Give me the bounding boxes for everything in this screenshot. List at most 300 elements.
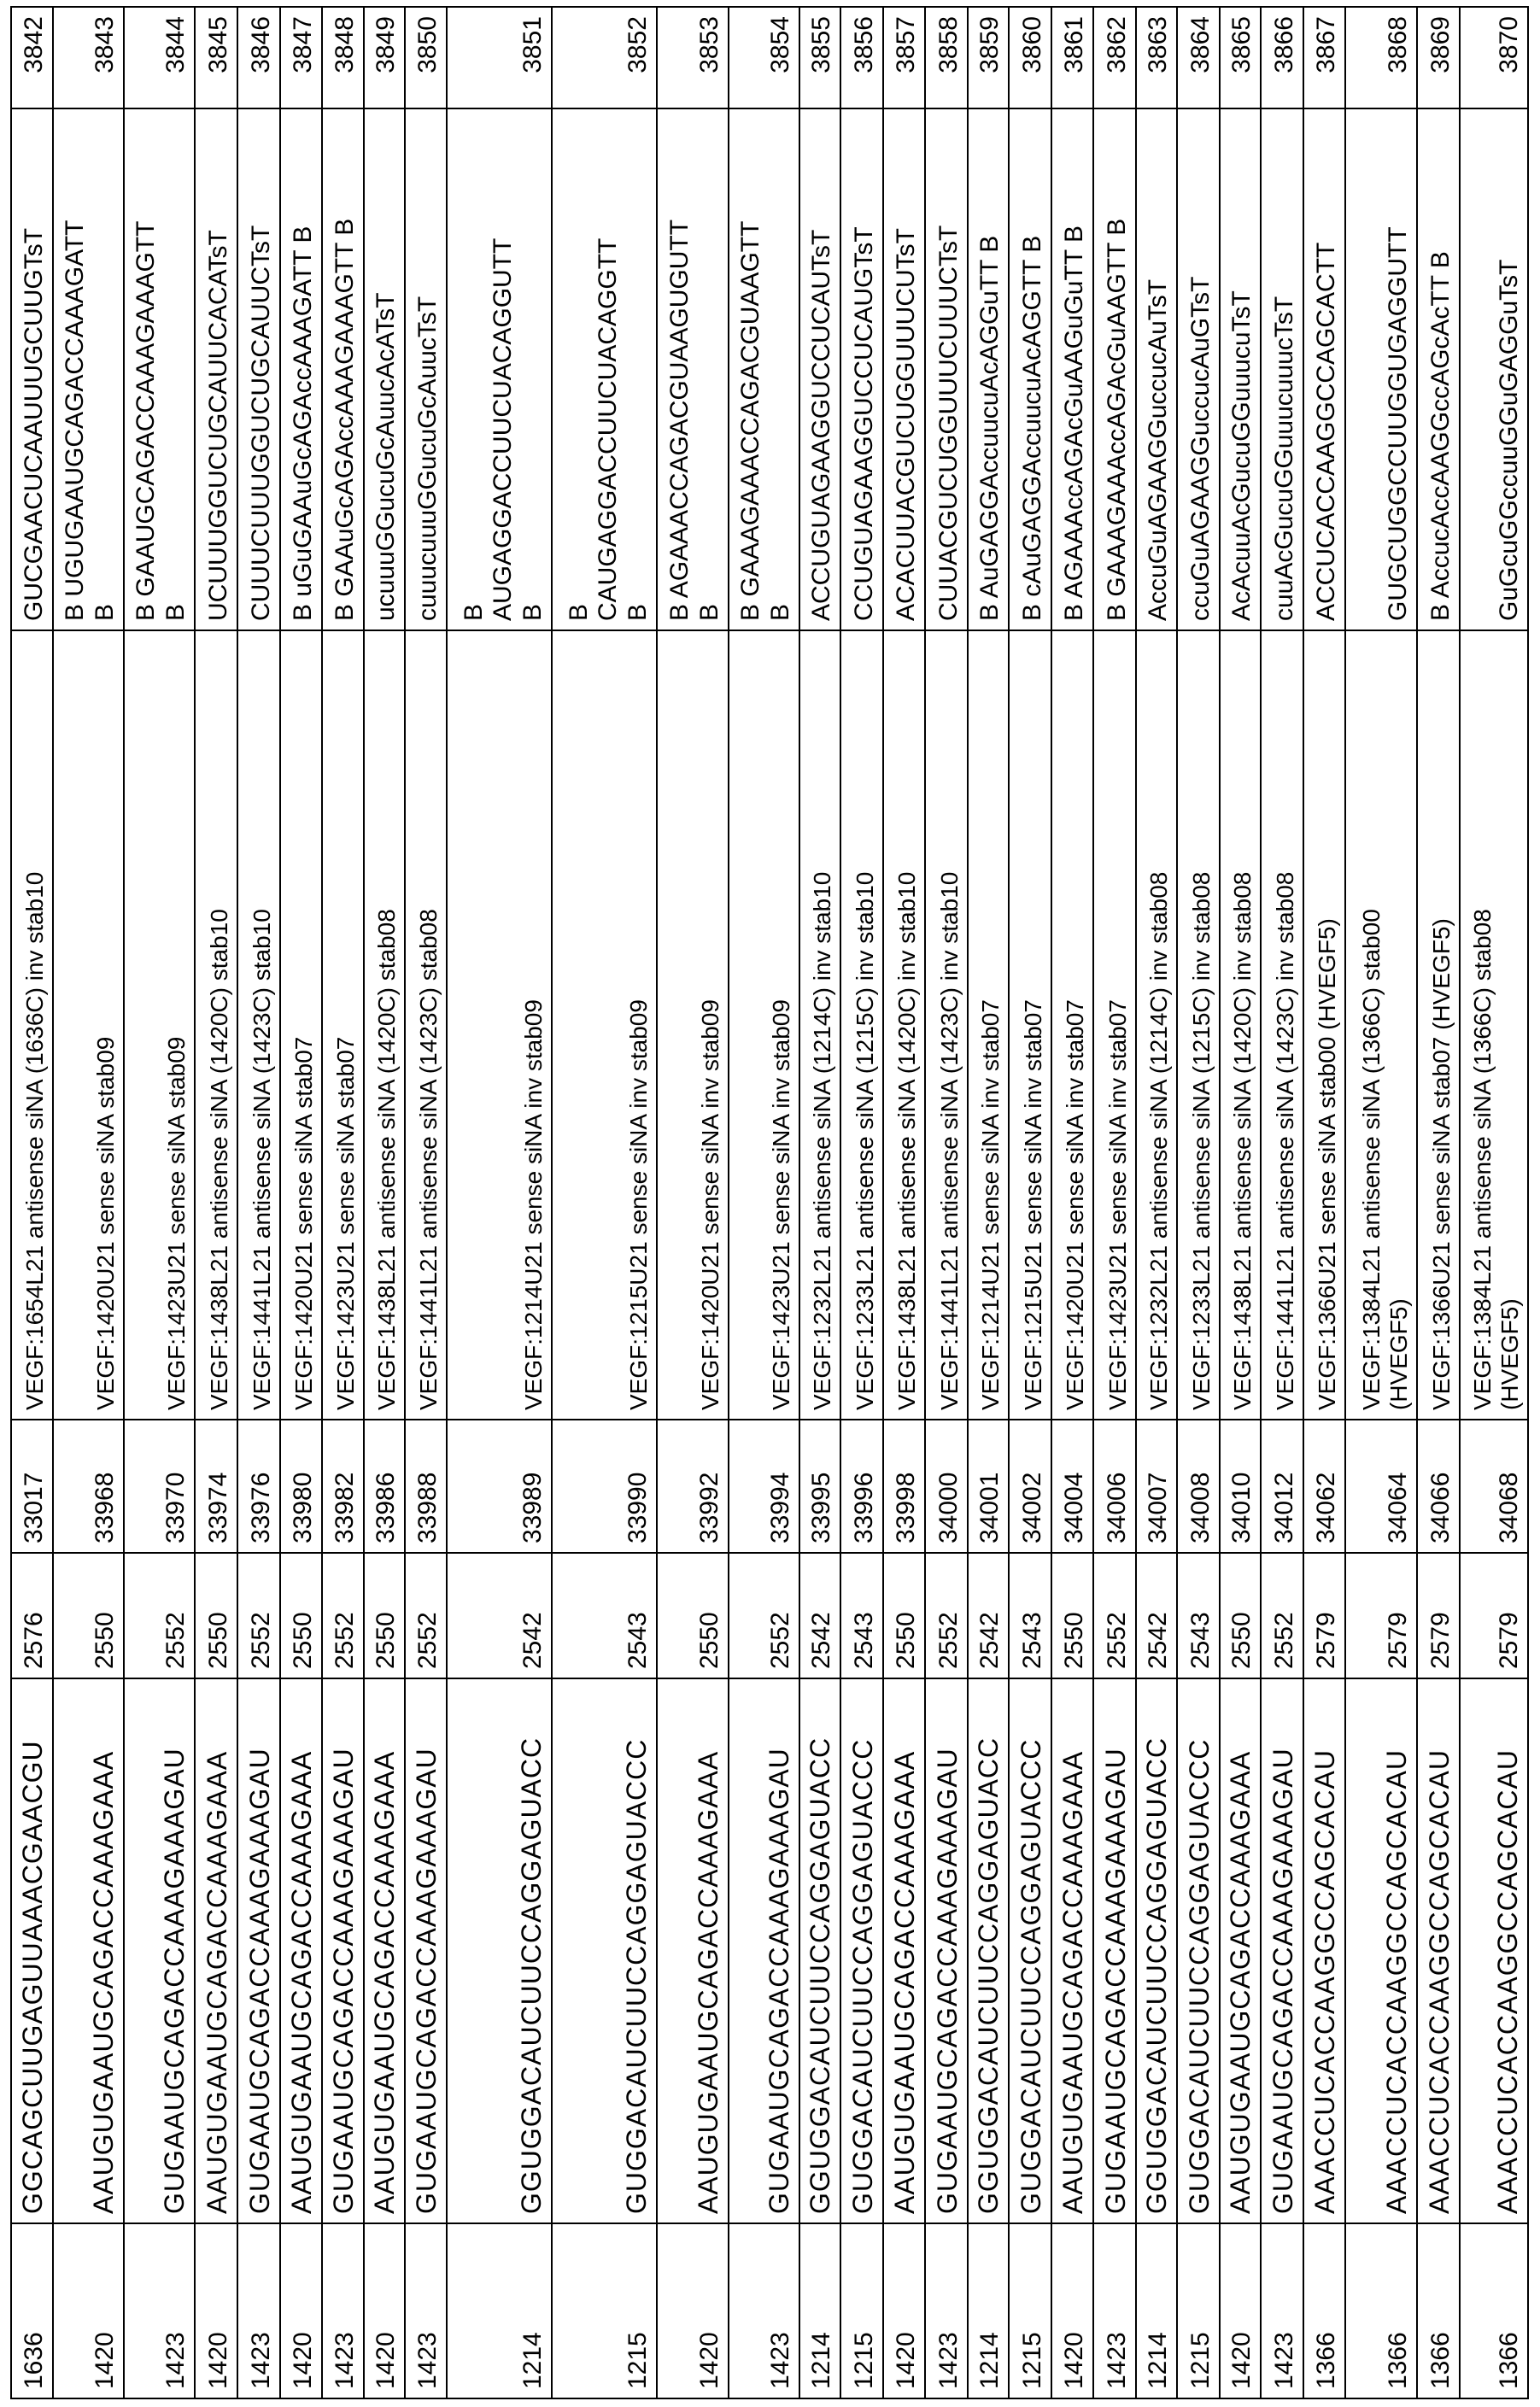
sina-sequence-line: ACACUUACGUCUGGUUUCUTsT — [892, 118, 922, 621]
alias-line: VEGF:1233L21 antisense siNA (1215C) inv stab10 — [852, 640, 879, 1410]
sina-sequence-cell — [1261, 108, 1303, 630]
alias-line: VEGF:1423U21 sense siNA inv stab09 — [768, 640, 795, 1410]
sina-sequence-line: CUUUCUUUGGUCUGCAUUCTsT — [247, 118, 277, 621]
seq-id-cell: 3852 — [552, 7, 657, 108]
sina-sequence-line: ccuGuAGAAGGuccucAuGTsT — [1186, 118, 1216, 621]
target-sequence-cell: GGUGGACAUCUUCCAGGAGUACC — [1136, 1678, 1177, 2223]
sina-sequence-line: B GAAuGcAGAccAAAGAAAGTT B — [331, 118, 360, 621]
seq-id-cell: 3843 — [53, 7, 124, 108]
alias-line: VEGF:1420U21 sense siNA stab07 — [290, 640, 318, 1410]
target-seq-id-cell: 2550 — [1220, 1553, 1261, 1678]
alias-line: VEGF:1232L21 antisense siNA (1214C) inv stab08 — [1145, 640, 1173, 1410]
seq-id-cell: 3858 — [925, 7, 968, 108]
sina-sequence-cell — [1009, 108, 1051, 630]
target-seq-id-cell: 2550 — [883, 1553, 925, 1678]
alias-cell — [1345, 630, 1417, 1420]
position-cell: 1420 — [280, 2223, 322, 2398]
table-row — [657, 7, 729, 2398]
rpi-number-cell: 34010 — [1220, 1420, 1261, 1553]
rpi-number-cell: 33974 — [195, 1420, 237, 1553]
table-row — [552, 7, 657, 2398]
rpi-number-cell: 34064 — [1345, 1420, 1417, 1553]
sina-sequence-cell — [1051, 108, 1093, 630]
rpi-number-cell: 33976 — [237, 1420, 280, 1553]
alias-line: VEGF:1441L21 antisense siNA (1423C) inv stab08 — [1272, 640, 1299, 1410]
target-sequence-cell: AAUGUGAAUGCAGACCAAAGAAA — [53, 1678, 124, 2223]
sina-sequence-line: B — [460, 118, 489, 621]
position-cell: 1215 — [552, 2223, 657, 2398]
sina-sequence-cell — [799, 108, 840, 630]
seq-id-cell: 3848 — [322, 7, 364, 108]
rpi-number-cell: 34012 — [1261, 1420, 1303, 1553]
alias-cell — [364, 630, 405, 1420]
sina-sequence-cell — [657, 108, 729, 630]
rpi-number-cell: 33986 — [364, 1420, 405, 1553]
sina-sequence-line: B GAAAGAAACCAGACGUAAGTT — [736, 118, 766, 621]
rpi-number-cell: 33017 — [11, 1420, 53, 1553]
sina-sequence-line: B — [91, 118, 120, 621]
sina-sequence-line: cuuucuuuGGucuGcAuucTsT — [413, 118, 443, 621]
table-row — [322, 7, 364, 2398]
alias-line: VEGF:1384L21 antisense siNA (1366C) stab00 — [1358, 640, 1385, 1410]
alias-cell — [925, 630, 968, 1420]
sina-sequence-cell — [840, 108, 883, 630]
sina-sequence-cell — [1460, 108, 1528, 630]
seq-id-cell: 3866 — [1261, 7, 1303, 108]
rpi-number-cell: 34007 — [1136, 1420, 1177, 1553]
target-sequence-cell: GGCAGCUUGAGUUAAACGAACGU — [11, 1678, 53, 2223]
seq-id-cell: 3861 — [1051, 7, 1093, 108]
target-seq-id-cell: 2579 — [1345, 1553, 1417, 1678]
target-seq-id-cell: 2550 — [195, 1553, 237, 1678]
target-seq-id-cell: 2550 — [280, 1553, 322, 1678]
rpi-number-cell: 33995 — [799, 1420, 840, 1553]
alias-cell — [1460, 630, 1528, 1420]
sina-sequence-cell — [237, 108, 280, 630]
alias-line: VEGF:1214U21 sense siNA inv stab07 — [977, 640, 1004, 1410]
target-seq-id-cell: 2579 — [1303, 1553, 1345, 1678]
sina-sequence-line: GUCGAACUCAAUUUGCUUGTsT — [20, 118, 50, 621]
position-cell: 1420 — [657, 2223, 729, 2398]
target-sequence-cell: GUGAAUGCAGACCAAAGAAAGAU — [124, 1678, 195, 2223]
seq-id-cell: 3864 — [1177, 7, 1220, 108]
position-cell: 1214 — [799, 2223, 840, 2398]
position-cell: 1215 — [840, 2223, 883, 2398]
alias-line: VEGF:1438L21 antisense siNA (1420C) stab08 — [373, 640, 401, 1410]
target-sequence-cell: GUGGACAUCUUCCAGGAGUACCC — [840, 1678, 883, 2223]
position-cell: 1366 — [1417, 2223, 1460, 2398]
target-seq-id-cell: 2579 — [1417, 1553, 1460, 1678]
rpi-number-cell: 33980 — [280, 1420, 322, 1553]
target-sequence-cell: GUGAAUGCAGACCAAAGAAAGAU — [237, 1678, 280, 2223]
seq-id-cell: 3863 — [1136, 7, 1177, 108]
position-cell: 1215 — [1009, 2223, 1051, 2398]
position-cell: 1423 — [1093, 2223, 1136, 2398]
table-body — [11, 7, 1528, 2398]
sina-sequence-line: B — [766, 118, 796, 621]
target-sequence-cell: GUGGACAUCUUCCAGGAGUACCC — [552, 1678, 657, 2223]
seq-id-cell: 3846 — [237, 7, 280, 108]
target-seq-id-cell: 2550 — [53, 1553, 124, 1678]
seq-id-cell: 3867 — [1303, 7, 1345, 108]
table-row — [11, 7, 53, 2398]
target-sequence-cell: AAUGUGAAUGCAGACCAAAGAAA — [1051, 1678, 1093, 2223]
target-sequence-cell: GGUGGACAUCUUCCAGGAGUACC — [447, 1678, 552, 2223]
table-row — [364, 7, 405, 2398]
sina-sequence-cell — [11, 108, 53, 630]
target-seq-id-cell: 2543 — [1177, 1553, 1220, 1678]
sina-sequence-cell — [280, 108, 322, 630]
alias-cell — [447, 630, 552, 1420]
alias-cell — [1417, 630, 1460, 1420]
position-cell: 1214 — [447, 2223, 552, 2398]
target-sequence-cell: AAUGUGAAUGCAGACCAAAGAAA — [883, 1678, 925, 2223]
sina-sequence-cell — [1093, 108, 1136, 630]
alias-cell — [1177, 630, 1220, 1420]
table-row — [1460, 7, 1528, 2398]
rpi-number-cell: 33988 — [405, 1420, 447, 1553]
table-row — [195, 7, 237, 2398]
seq-id-cell: 3854 — [729, 7, 799, 108]
seq-id-cell: 3851 — [447, 7, 552, 108]
sina-sequence-cell — [729, 108, 799, 630]
sina-sequence-cell — [364, 108, 405, 630]
position-cell: 1423 — [405, 2223, 447, 2398]
sina-sequence-cell — [1136, 108, 1177, 630]
sina-sequence-line: B uGuGAAuGcAGAccAAAGATT B — [289, 118, 319, 621]
target-seq-id-cell: 2552 — [1261, 1553, 1303, 1678]
target-sequence-cell: AAUGUGAAUGCAGACCAAAGAAA — [195, 1678, 237, 2223]
table-row — [925, 7, 968, 2398]
target-sequence-cell: AAUGUGAAUGCAGACCAAAGAAA — [364, 1678, 405, 2223]
sina-sequence-line: AUGAGGACCUUCUACAGGUTT — [489, 118, 518, 621]
seq-id-cell: 3859 — [968, 7, 1009, 108]
rpi-number-cell: 34004 — [1051, 1420, 1093, 1553]
alias-cell — [1303, 630, 1345, 1420]
alias-cell — [322, 630, 364, 1420]
target-seq-id-cell: 2542 — [447, 1553, 552, 1678]
position-cell: 1214 — [968, 2223, 1009, 2398]
sina-sequence-line: B AGAAACCAGACGUAAGUGUTT — [665, 118, 695, 621]
target-sequence-cell: GUGAAUGCAGACCAAAGAAAGAU — [925, 1678, 968, 2223]
position-cell: 1423 — [1261, 2223, 1303, 2398]
alias-cell — [53, 630, 124, 1420]
target-seq-id-cell: 2552 — [1093, 1553, 1136, 1678]
alias-cell — [840, 630, 883, 1420]
alias-line: VEGF:1215U21 sense siNA inv stab07 — [1020, 640, 1047, 1410]
sina-sequence-cell — [1345, 108, 1417, 630]
table-row — [1009, 7, 1051, 2398]
alias-line: VEGF:1441L21 antisense siNA (1423C) stab08 — [415, 640, 442, 1410]
alias-cell — [552, 630, 657, 1420]
sina-sequence-line: B GAAAGAAAccAGAcGuAAGTT B — [1103, 118, 1133, 621]
alias-cell — [883, 630, 925, 1420]
target-seq-id-cell: 2542 — [968, 1553, 1009, 1678]
target-sequence-cell: GUGAAUGCAGACCAAAGAAAGAU — [322, 1678, 364, 2223]
alias-line: VEGF:1214U21 sense siNA inv stab09 — [520, 640, 547, 1410]
target-sequence-cell: AAACCUCACCAAGGCCAGCACAU — [1460, 1678, 1528, 2223]
target-seq-id-cell: 2552 — [405, 1553, 447, 1678]
table-row — [799, 7, 840, 2398]
alias-line: (HVEGF5) — [1385, 640, 1413, 1410]
rpi-number-cell: 34002 — [1009, 1420, 1051, 1553]
position-cell: 1215 — [1177, 2223, 1220, 2398]
alias-line: VEGF:1384L21 antisense siNA (1366C) stab08 — [1469, 640, 1496, 1410]
position-cell: 1366 — [1345, 2223, 1417, 2398]
position-cell: 1366 — [1460, 2223, 1528, 2398]
sina-sequence-line: UCUUUGGUCUGCAUUCACATsT — [204, 118, 234, 621]
table-row — [1220, 7, 1261, 2398]
target-sequence-cell: GUGAAUGCAGACCAAAGAAAGAU — [729, 1678, 799, 2223]
target-seq-id-cell: 2542 — [1136, 1553, 1177, 1678]
sina-sequence-line: B — [695, 118, 725, 621]
sina-sequence-line: CUUACGUCUGGUUUCUUUCTsT — [934, 118, 964, 621]
alias-cell — [657, 630, 729, 1420]
sina-sequence-line: ACCUCACCAAGGCCAGCACTT — [1312, 118, 1342, 621]
alias-line: VEGF:1420U21 sense siNA inv stab09 — [697, 640, 724, 1410]
target-seq-id-cell: 2552 — [237, 1553, 280, 1678]
sina-sequence-line: B — [565, 118, 594, 621]
alias-line: VEGF:1423U21 sense siNA stab09 — [163, 640, 190, 1410]
target-seq-id-cell: 2576 — [11, 1553, 53, 1678]
table-row — [124, 7, 195, 2398]
seq-id-cell: 3845 — [195, 7, 237, 108]
rotated-page — [10, 8, 1527, 2399]
alias-line: VEGF:1420U21 sense siNA stab09 — [92, 640, 120, 1410]
table-row — [1136, 7, 1177, 2398]
sina-sequence-line: B AccucAccAAGGccAGcAcTT B — [1426, 118, 1456, 621]
target-seq-id-cell: 2552 — [925, 1553, 968, 1678]
sina-sequence-cell — [1177, 108, 1220, 630]
table-row — [447, 7, 552, 2398]
rpi-number-cell: 34000 — [925, 1420, 968, 1553]
alias-line: VEGF:1441L21 antisense siNA (1423C) stab10 — [249, 640, 276, 1410]
position-cell: 1636 — [11, 2223, 53, 2398]
position-cell: 1420 — [1220, 2223, 1261, 2398]
table-row — [280, 7, 322, 2398]
target-sequence-cell: AAACCUCACCAAGGCCAGCACAU — [1345, 1678, 1417, 2223]
sina-sequence-line: B UGUGAAUGCAGACCAAAGATT — [61, 118, 91, 621]
alias-cell — [729, 630, 799, 1420]
target-sequence-cell: AAUGUGAAUGCAGACCAAAGAAA — [1220, 1678, 1261, 2223]
alias-line: (HVEGF5) — [1496, 640, 1524, 1410]
rpi-number-cell: 33998 — [883, 1420, 925, 1553]
rpi-number-cell: 33990 — [552, 1420, 657, 1553]
alias-line: VEGF:1366U21 sense siNA stab00 (HVEGF5) — [1314, 640, 1341, 1410]
seq-id-cell: 3869 — [1417, 7, 1460, 108]
seq-id-cell: 3868 — [1345, 7, 1417, 108]
table-row — [729, 7, 799, 2398]
target-sequence-cell: AAACCUCACCAAGGCCAGCACAU — [1417, 1678, 1460, 2223]
target-seq-id-cell: 2543 — [552, 1553, 657, 1678]
rpi-number-cell: 33992 — [657, 1420, 729, 1553]
alias-cell — [237, 630, 280, 1420]
alias-line: VEGF:1438L21 antisense siNA (1420C) inv stab08 — [1229, 640, 1256, 1410]
alias-cell — [11, 630, 53, 1420]
sina-sequence-line: ucuuuGGucuGcAuucAcATsT — [372, 118, 401, 621]
rpi-number-cell: 34066 — [1417, 1420, 1460, 1553]
seq-id-cell: 3865 — [1220, 7, 1261, 108]
sina-sequence-line: AcAcuuAcGucuGGuuucuTsT — [1227, 118, 1257, 621]
alias-cell — [405, 630, 447, 1420]
position-cell: 1423 — [322, 2223, 364, 2398]
alias-cell — [195, 630, 237, 1420]
rpi-number-cell: 33989 — [447, 1420, 552, 1553]
target-seq-id-cell: 2552 — [124, 1553, 195, 1678]
rpi-number-cell: 33968 — [53, 1420, 124, 1553]
seq-id-cell: 3847 — [280, 7, 322, 108]
sina-sequence-line: cuuAcGucuGGuuucuuucTsT — [1270, 118, 1300, 621]
sina-sequence-line: B AuGAGGAccuucuAcAGGuTT B — [975, 118, 1005, 621]
sina-sequence-line: CCUGUAGAAGGUCCUCAUGTsT — [850, 118, 880, 621]
table-row — [1093, 7, 1136, 2398]
rpi-number-cell: 34068 — [1460, 1420, 1528, 1553]
alias-line: VEGF:1232L21 antisense siNA (1214C) inv stab10 — [809, 640, 836, 1410]
target-seq-id-cell: 2552 — [322, 1553, 364, 1678]
sina-sequence-cell — [1417, 108, 1460, 630]
position-cell: 1423 — [925, 2223, 968, 2398]
sina-sequence-cell — [322, 108, 364, 630]
seq-id-cell: 3862 — [1093, 7, 1136, 108]
sina-sequence-table — [10, 6, 1529, 2399]
position-cell: 1420 — [883, 2223, 925, 2398]
position-cell: 1214 — [1136, 2223, 1177, 2398]
sina-sequence-line: B — [161, 118, 191, 621]
alias-cell — [1261, 630, 1303, 1420]
seq-id-cell: 3860 — [1009, 7, 1051, 108]
alias-line: VEGF:1438L21 antisense siNA (1420C) inv stab10 — [893, 640, 921, 1410]
rpi-number-cell: 34006 — [1093, 1420, 1136, 1553]
position-cell: 1423 — [729, 2223, 799, 2398]
seq-id-cell: 3856 — [840, 7, 883, 108]
table-row — [968, 7, 1009, 2398]
sina-sequence-cell — [447, 108, 552, 630]
rpi-number-cell: 34008 — [1177, 1420, 1220, 1553]
seq-id-cell: 3870 — [1460, 7, 1528, 108]
sina-sequence-cell — [1220, 108, 1261, 630]
seq-id-cell: 3850 — [405, 7, 447, 108]
rpi-number-cell: 33970 — [124, 1420, 195, 1553]
alias-cell — [1220, 630, 1261, 1420]
sina-sequence-cell — [124, 108, 195, 630]
rpi-number-cell: 34062 — [1303, 1420, 1345, 1553]
alias-line: VEGF:1423U21 sense siNA inv stab07 — [1104, 640, 1132, 1410]
alias-line: VEGF:1423U21 sense siNA stab07 — [332, 640, 360, 1410]
target-sequence-cell: GUGGACAUCUUCCAGGAGUACCC — [1177, 1678, 1220, 2223]
target-sequence-cell: GGUGGACAUCUUCCAGGAGUACC — [799, 1678, 840, 2223]
sina-sequence-cell — [53, 108, 124, 630]
alias-line: VEGF:1215U21 sense siNA inv stab09 — [625, 640, 653, 1410]
alias-line: VEGF:1441L21 antisense siNA (1423C) inv stab10 — [936, 640, 963, 1410]
table-row — [1345, 7, 1417, 2398]
target-seq-id-cell: 2543 — [1009, 1553, 1051, 1678]
alias-line: VEGF:1233L21 antisense siNA (1215C) inv stab08 — [1188, 640, 1215, 1410]
target-sequence-cell: AAACCUCACCAAGGCCAGCACAU — [1303, 1678, 1345, 2223]
position-cell: 1420 — [195, 2223, 237, 2398]
target-seq-id-cell: 2543 — [840, 1553, 883, 1678]
position-cell: 1423 — [124, 2223, 195, 2398]
rpi-number-cell: 33996 — [840, 1420, 883, 1553]
table-row — [1303, 7, 1345, 2398]
alias-cell — [799, 630, 840, 1420]
seq-id-cell: 3842 — [11, 7, 53, 108]
alias-cell — [1051, 630, 1093, 1420]
sina-sequence-line: GUGCUGGCCUUGGUGAGGUTT — [1384, 118, 1414, 621]
position-cell: 1420 — [53, 2223, 124, 2398]
sina-sequence-cell — [925, 108, 968, 630]
seq-id-cell: 3853 — [657, 7, 729, 108]
seq-id-cell: 3849 — [364, 7, 405, 108]
position-cell: 1366 — [1303, 2223, 1345, 2398]
alias-cell — [1009, 630, 1051, 1420]
alias-line: VEGF:1420U21 sense siNA inv stab07 — [1062, 640, 1089, 1410]
sina-sequence-line: B GAAUGCAGACCAAAGAAAGTT — [132, 118, 161, 621]
sina-sequence-cell — [195, 108, 237, 630]
target-sequence-cell: AAUGUGAAUGCAGACCAAAGAAA — [280, 1678, 322, 2223]
table-row — [53, 7, 124, 2398]
alias-line: VEGF:1438L21 antisense siNA (1420C) stab10 — [206, 640, 233, 1410]
sina-sequence-line: AccuGuAGAAGGuccucAuTsT — [1144, 118, 1174, 621]
position-cell: 1420 — [1051, 2223, 1093, 2398]
target-sequence-cell: GUGAAUGCAGACCAAAGAAAGAU — [405, 1678, 447, 2223]
sina-sequence-line: B AGAAAccAGAcGuAAGuGuTT B — [1060, 118, 1090, 621]
target-seq-id-cell: 2552 — [729, 1553, 799, 1678]
target-sequence-cell: AAUGUGAAUGCAGACCAAAGAAA — [657, 1678, 729, 2223]
sina-sequence-line: B — [518, 118, 548, 621]
table-row — [1261, 7, 1303, 2398]
table-row — [1177, 7, 1220, 2398]
table-row — [237, 7, 280, 2398]
rpi-number-cell: 34001 — [968, 1420, 1009, 1553]
target-seq-id-cell: 2550 — [364, 1553, 405, 1678]
sina-sequence-cell — [883, 108, 925, 630]
target-seq-id-cell: 2542 — [799, 1553, 840, 1678]
position-cell: 1423 — [237, 2223, 280, 2398]
table-row — [840, 7, 883, 2398]
alias-cell — [1136, 630, 1177, 1420]
sina-sequence-line: ACCUGUAGAAGGUCCUCAUTsT — [807, 118, 837, 621]
rpi-number-cell: 33994 — [729, 1420, 799, 1553]
alias-cell — [968, 630, 1009, 1420]
target-sequence-cell: GUGAAUGCAGACCAAAGAAAGAU — [1093, 1678, 1136, 2223]
sina-sequence-line: B — [624, 118, 653, 621]
target-seq-id-cell: 2579 — [1460, 1553, 1528, 1678]
target-seq-id-cell: 2550 — [657, 1553, 729, 1678]
sina-sequence-cell — [1303, 108, 1345, 630]
sina-sequence-cell — [968, 108, 1009, 630]
position-cell: 1420 — [364, 2223, 405, 2398]
alias-line: VEGF:1654L21 antisense siNA (1636C) inv stab10 — [21, 640, 49, 1410]
table-row — [405, 7, 447, 2398]
alias-cell — [1093, 630, 1136, 1420]
seq-id-cell: 3844 — [124, 7, 195, 108]
target-sequence-cell: GUGGACAUCUUCCAGGAGUACCC — [1009, 1678, 1051, 2223]
seq-id-cell: 3857 — [883, 7, 925, 108]
rpi-number-cell: 33982 — [322, 1420, 364, 1553]
table-row — [1417, 7, 1460, 2398]
sina-sequence-cell — [552, 108, 657, 630]
alias-cell — [124, 630, 195, 1420]
seq-id-cell: 3855 — [799, 7, 840, 108]
sina-sequence-cell — [405, 108, 447, 630]
sina-sequence-line: GuGcuGGccuuGGuGAGGuTsT — [1495, 118, 1525, 621]
table-row — [883, 7, 925, 2398]
sina-sequence-line: B cAuGAGGAccuucuAcAGGTT B — [1018, 118, 1048, 621]
table-row — [1051, 7, 1093, 2398]
sina-sequence-line: CAUGAGGACCUUCUACAGGTT — [594, 118, 624, 621]
target-sequence-cell: GUGAAUGCAGACCAAAGAAAGAU — [1261, 1678, 1303, 2223]
alias-cell — [280, 630, 322, 1420]
